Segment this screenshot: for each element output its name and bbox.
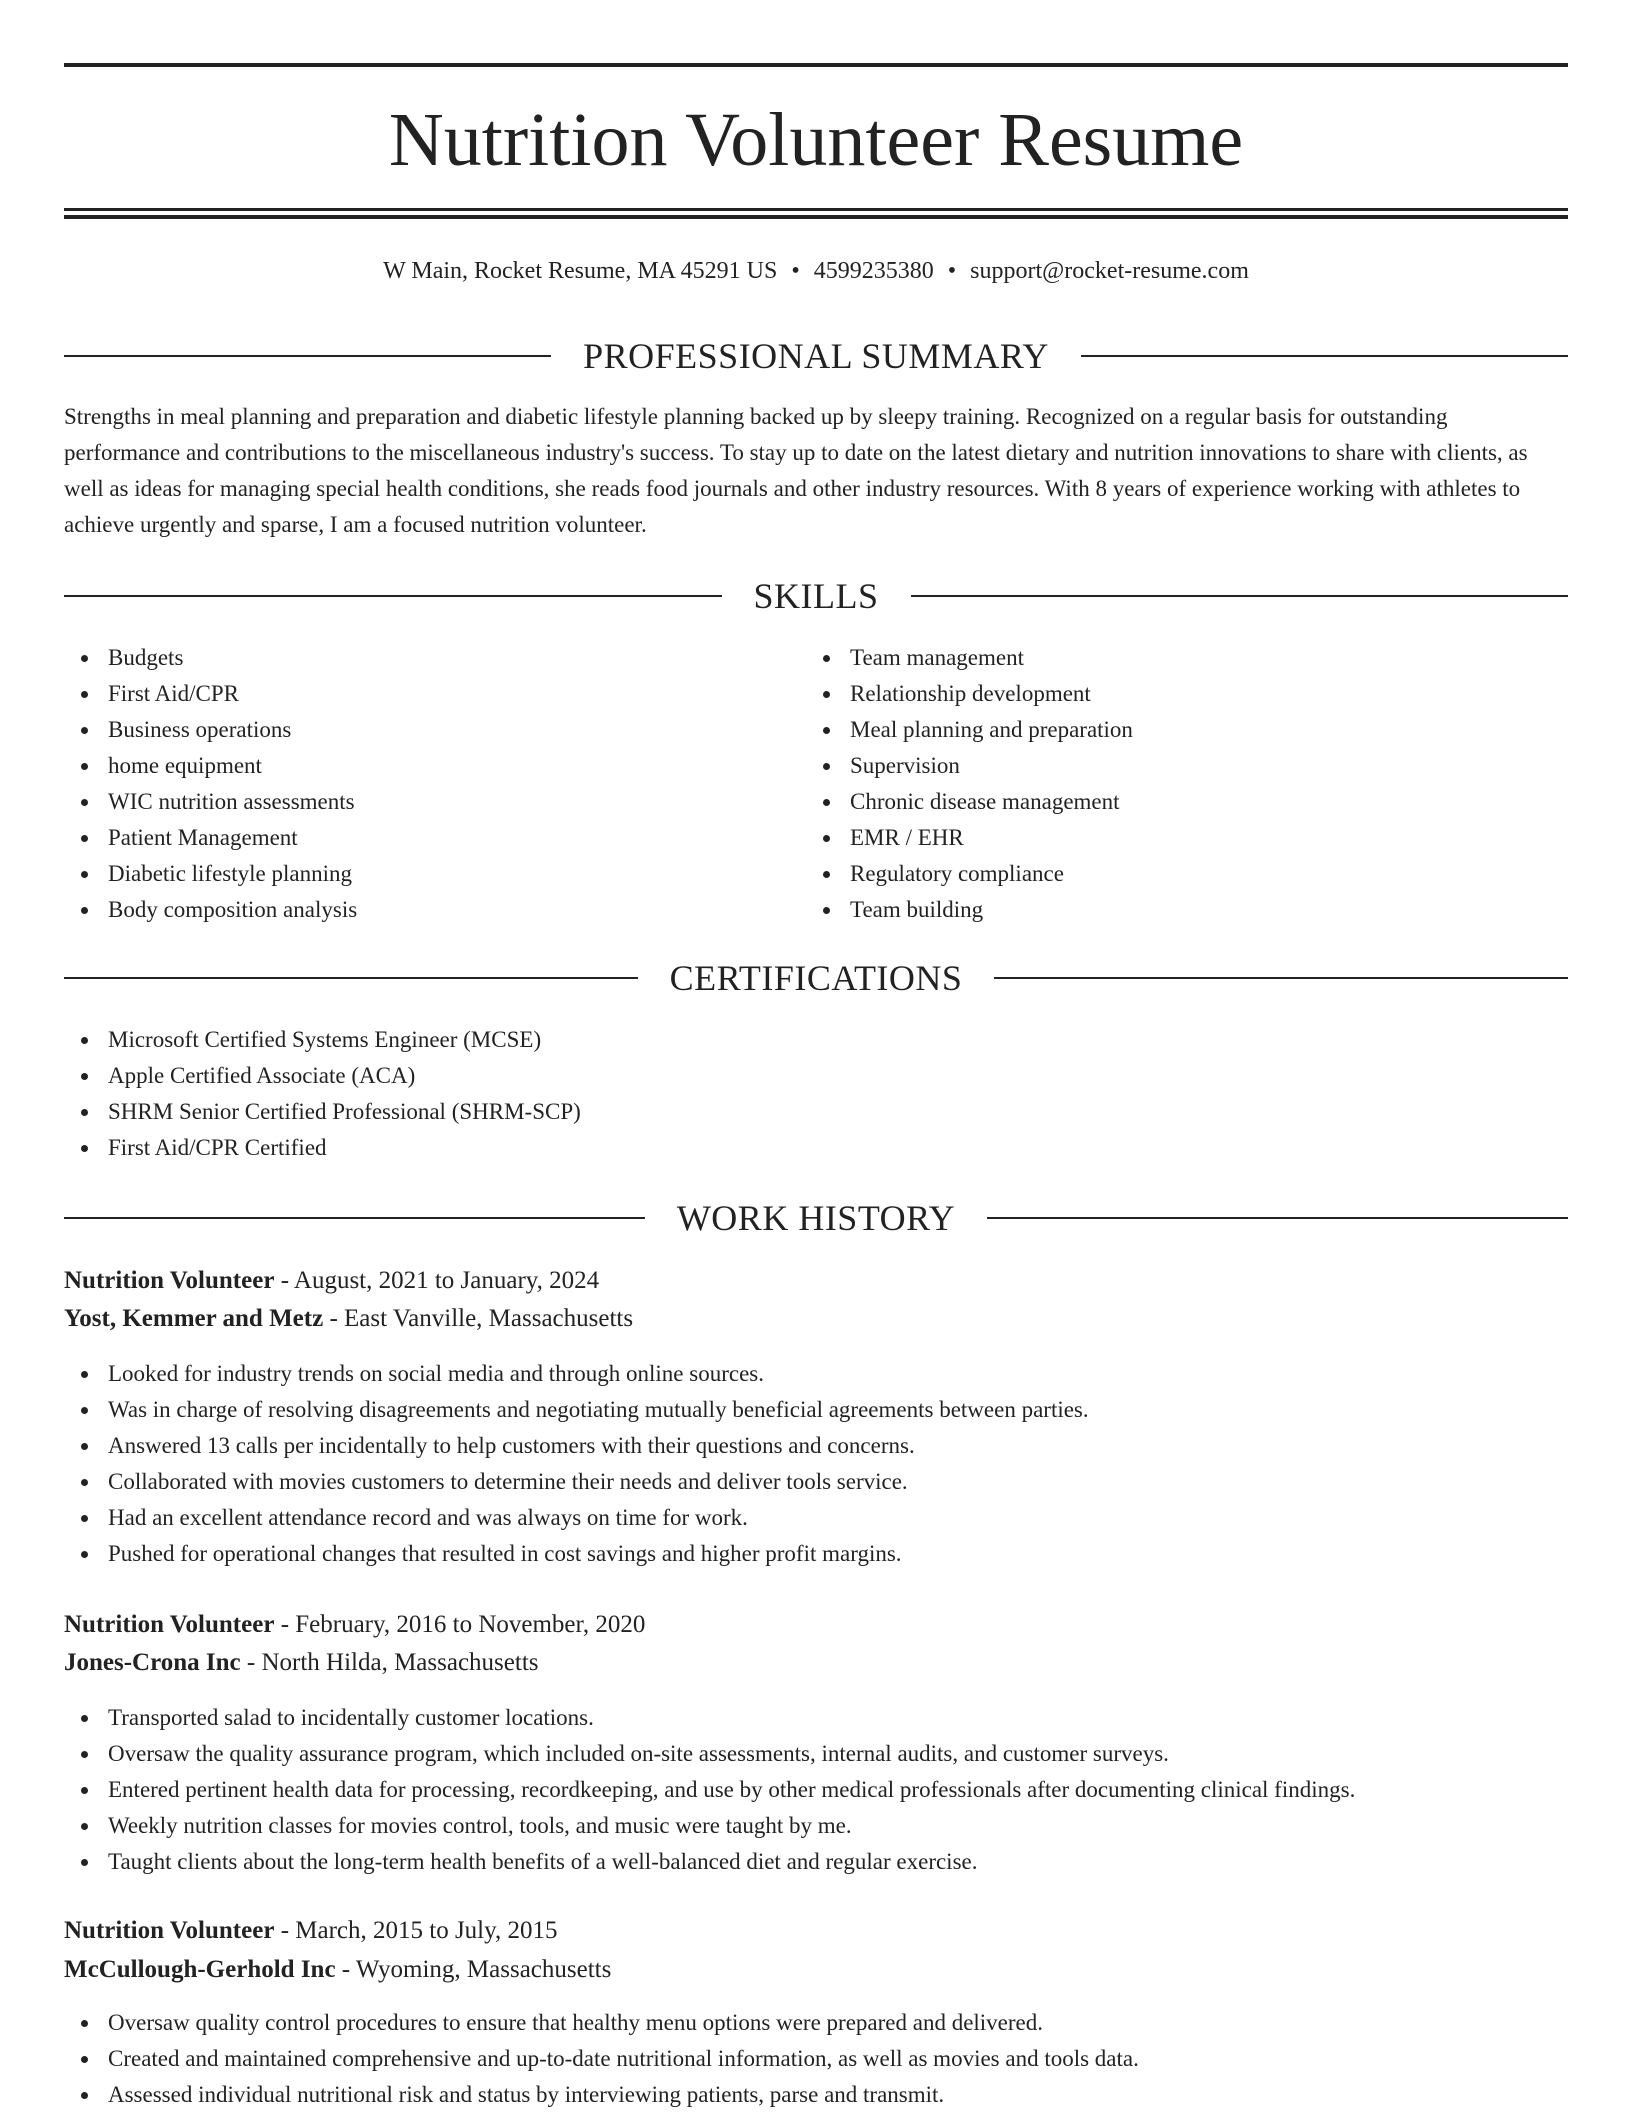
- certification-item: Apple Certified Associate (ACA): [64, 1058, 1568, 1094]
- section-rule: [64, 595, 722, 597]
- skill-item: home equipment: [64, 748, 764, 784]
- skill-item: Team building: [806, 892, 1506, 928]
- skill-item: Relationship development: [806, 676, 1506, 712]
- job-title: Nutrition Volunteer: [64, 1611, 275, 1638]
- job-bullet-list: [64, 1356, 1568, 1572]
- section-header-work-history: [64, 1196, 1568, 1240]
- skills-list-left: [64, 640, 764, 928]
- job-bullet: Answered 13 calls per incidentally to help customers with their questions and concerns.: [64, 1428, 1568, 1464]
- job-bullet: Was in charge of resolving disagreements and negotiating mutually beneficial agreements between parties.: [64, 1392, 1568, 1428]
- resume-title: Nutrition Volunteer Resume: [388, 98, 1244, 182]
- section-title-certifications: CERTIFICATIONS: [669, 958, 963, 998]
- certification-item: Microsoft Certified Systems Engineer (MCSE): [64, 1022, 1568, 1058]
- job-company: Yost, Kemmer and Metz: [64, 1305, 324, 1332]
- job-bullet: Created and maintained comprehensive and up-to-date nutritional information, as well as movies and tools data.: [64, 2041, 1568, 2077]
- skill-item: WIC nutrition assessments: [64, 784, 764, 820]
- job-bullet: Assessed individual nutritional risk and status by interviewing patients, parse and transmit.: [64, 2077, 1568, 2113]
- section-header-certifications: [64, 956, 1568, 1000]
- contact-email: support@rocket-resume.com: [970, 258, 1249, 284]
- skill-item: Business operations: [64, 712, 764, 748]
- skill-item: Chronic disease management: [806, 784, 1506, 820]
- skill-item: Regulatory compliance: [806, 856, 1506, 892]
- job-location: - North Hilda, Massachusetts: [240, 1649, 539, 1676]
- job-bullet: Weekly nutrition classes for movies control, tools, and music were taught by me.: [64, 1808, 1568, 1844]
- job-title: Nutrition Volunteer: [64, 1917, 275, 1944]
- job-bullet: Looked for industry trends on social media and through online sources.: [64, 1356, 1568, 1392]
- job-location: - Wyoming, Massachusetts: [335, 1956, 612, 1983]
- job-dates: - February, 2016 to November, 2020: [274, 1611, 646, 1638]
- skill-item: Patient Management: [64, 820, 764, 856]
- summary-text: Strengths in meal planning and preparation and diabetic lifestyle planning backed up by sleepy training. Recognized on a regular basis for outstanding performance and contributions to the miscellaneous industry's success. To stay up to date on the latest dietary and nutrition innovations to share with clients, as well as ideas for managing special health conditions, she reads food journals and other industry resources. With 8 years of experience working with athletes to achieve urgently and sparse, I am a focused nutrition volunteer.: [64, 404, 1528, 537]
- contact-line: [64, 254, 1568, 288]
- section-header-summary: [64, 334, 1568, 378]
- contact-address: W Main, Rocket Resume, MA 45291 US: [383, 258, 778, 284]
- section-rule: [64, 1217, 645, 1219]
- job-bullet: Collaborated with movies customers to determine their needs and deliver tools service.: [64, 1464, 1568, 1500]
- header-bottom-rule-second: [64, 215, 1568, 219]
- contact-separator: •: [947, 258, 957, 284]
- section-title-skills: SKILLS: [753, 576, 879, 616]
- job-bullet: Pushed for operational changes that resulted in cost savings and higher profit margins.: [64, 1536, 1568, 1572]
- job-title-line: [64, 1262, 1568, 1300]
- job-dates: - March, 2015 to July, 2015: [274, 1917, 558, 1944]
- header-top-rule: [64, 63, 1568, 67]
- section-rule: [987, 1217, 1568, 1219]
- section-title-work-history: WORK HISTORY: [676, 1198, 956, 1238]
- header-bottom-rule: [64, 208, 1568, 211]
- skill-item: EMR / EHR: [806, 820, 1506, 856]
- skill-item: Diabetic lifestyle planning: [64, 856, 764, 892]
- skills-list-right: [806, 640, 1506, 928]
- job-bullet: Entered pertinent health data for processing, recordkeeping, and use by other medical professionals after documenting clinical findings.: [64, 1772, 1568, 1808]
- skill-item: Budgets: [64, 640, 764, 676]
- section-title-summary: PROFESSIONAL SUMMARY: [583, 336, 1049, 376]
- section-rule: [64, 977, 638, 979]
- certifications-list: [64, 1022, 1568, 1166]
- job-company-line: [64, 1300, 1568, 1338]
- job-title: Nutrition Volunteer: [64, 1267, 275, 1294]
- job-bullet: Oversaw the quality assurance program, which included on-site assessments, internal audits, and customer surveys.: [64, 1736, 1568, 1772]
- contact-separator: •: [791, 258, 800, 284]
- job-bullet: Oversaw quality control procedures to ensure that healthy menu options were prepared and delivered.: [64, 2005, 1568, 2041]
- job-bullet-list: [64, 1700, 1568, 1880]
- job-company-line: [64, 1951, 1568, 1989]
- section-rule: [911, 595, 1569, 597]
- job-bullet: Had an excellent attendance record and was always on time for work.: [64, 1500, 1568, 1536]
- skill-item: First Aid/CPR: [64, 676, 764, 712]
- certification-item: SHRM Senior Certified Professional (SHRM-SCP): [64, 1094, 1568, 1130]
- job-dates: - August, 2021 to January, 2024: [274, 1267, 600, 1294]
- job-title-line: [64, 1912, 1568, 1950]
- section-rule: [1081, 355, 1568, 357]
- job-company: Jones-Crona Inc: [64, 1649, 241, 1676]
- certification-item: First Aid/CPR Certified: [64, 1130, 1568, 1166]
- contact-phone: 4599235380: [813, 258, 934, 284]
- job-title-line: [64, 1606, 1568, 1644]
- skill-item: Team management: [806, 640, 1506, 676]
- section-rule: [994, 977, 1568, 979]
- job-company-line: [64, 1644, 1568, 1682]
- job-bullet-list: [64, 2005, 1568, 2113]
- skill-item: Body composition analysis: [64, 892, 764, 928]
- skill-item: Meal planning and preparation: [806, 712, 1506, 748]
- job-bullet: Taught clients about the long-term health benefits of a well-balanced diet and regular exercise.: [64, 1844, 1568, 1880]
- section-rule: [64, 355, 551, 357]
- job-bullet: Transported salad to incidentally customer locations.: [64, 1700, 1568, 1736]
- job-company: McCullough-Gerhold Inc: [64, 1956, 336, 1983]
- job-location: - East Vanville, Massachusetts: [323, 1305, 634, 1332]
- skill-item: Supervision: [806, 748, 1506, 784]
- section-header-skills: [64, 574, 1568, 618]
